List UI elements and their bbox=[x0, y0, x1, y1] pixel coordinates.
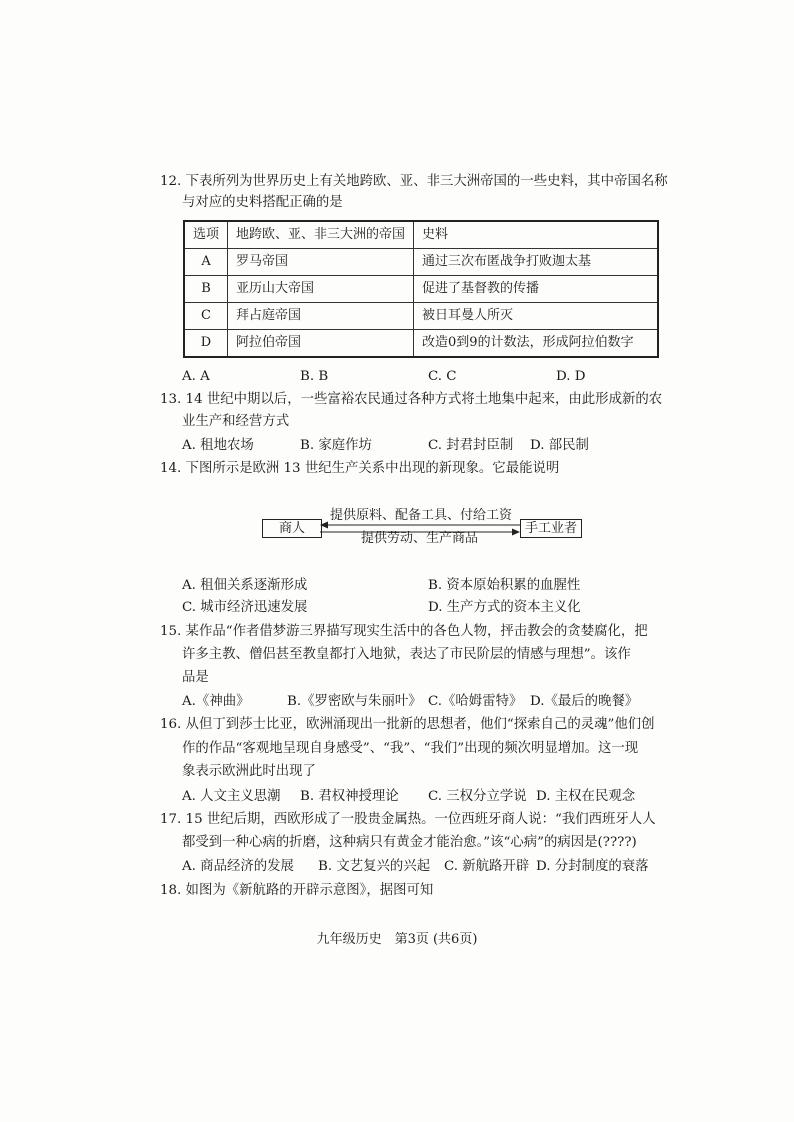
q13-option-c[interactable]: C. 封君封臣制 bbox=[428, 438, 514, 453]
q17-option-d[interactable]: D. 分封制度的衰落 bbox=[536, 859, 649, 874]
q13-stem-line2: 业生产和经营方式 bbox=[182, 414, 290, 429]
q18-stem-line1: 18. 如图为《新航路的开辟示意图》，据图可知 bbox=[160, 883, 434, 898]
q15-option-a[interactable]: A.《神曲》 bbox=[182, 694, 250, 709]
q15-stem-line1: 15. 某作品“作者借梦游三界描写现实生活中的各色人物，抨击教会的贪婪腐化，把 bbox=[160, 624, 648, 639]
q16-stem-line1: 16. 从但丁到莎士比亚，欧洲涌现出一批新的思想者，他们“探索自己的灵魂”他们创 bbox=[160, 717, 655, 732]
q16-option-a[interactable]: A. 人文主义思潮 bbox=[182, 789, 281, 804]
table-cell: 改造0到9的计数法，形成阿拉伯数字 bbox=[414, 330, 658, 358]
left-arrowhead bbox=[320, 522, 328, 529]
table-cell: 通过三次布匿战争打败迦太基 bbox=[414, 249, 658, 276]
q14-option-d[interactable]: D. 生产方式的资本主义化 bbox=[428, 600, 581, 615]
table-cell: 促进了基督教的传播 bbox=[414, 276, 658, 303]
q13-option-d[interactable]: D. 部民制 bbox=[530, 438, 589, 453]
q14-stem-line1: 14. 下图所示是欧洲 13 世纪生产关系中出现的新现象。它最能说明 bbox=[160, 461, 560, 476]
q13-option-b[interactable]: B. 家庭作坊 bbox=[300, 438, 372, 453]
q16-option-d[interactable]: D. 主权在民观念 bbox=[536, 789, 636, 804]
q15-option-b[interactable]: B.《罗密欧与朱丽叶》 bbox=[287, 694, 422, 709]
q14-option-b[interactable]: B. 资本原始积累的血腥性 bbox=[428, 578, 581, 593]
q12-option-c[interactable]: C. C bbox=[428, 369, 457, 384]
q16-option-c[interactable]: C. 三权分立学说 bbox=[428, 789, 527, 804]
q15-stem-line3: 品是 bbox=[182, 670, 209, 685]
right-arrowhead bbox=[512, 529, 520, 536]
table-cell: 拜占庭帝国 bbox=[228, 303, 414, 330]
table-cell: 亚历山大帝国 bbox=[228, 276, 414, 303]
q17-option-c[interactable]: C. 新航路开辟 bbox=[444, 859, 530, 874]
q12-stem-line1: 12. 下表所列为世界历史上有关地跨欧、亚、非三大洲帝国的一些史料，其中帝国名称 bbox=[160, 174, 668, 189]
q12-stem-line2: 与对应的史料搭配正确的是 bbox=[182, 195, 343, 210]
q16-stem-line2: 作的作品“客观地呈现自身感受”、“我”、“我们”出现的频次明显增加。这一现 bbox=[182, 741, 639, 756]
q17-stem-line1: 17. 15 世纪后期，西欧形成了一股贵金属热。一位西班牙商人说：“我们西班牙人人 bbox=[160, 812, 656, 827]
q15-option-c[interactable]: C.《哈姆雷特》 bbox=[428, 694, 523, 709]
table-header-cell: 地跨欧、亚、非三大洲的帝国 bbox=[228, 221, 414, 249]
q17-option-b[interactable]: B. 文艺复兴的兴起 bbox=[318, 859, 431, 874]
q17-stem-line2: 都受到一种心病的折磨，这种病只有黄金才能治愈。”该“心病”的病因是(????) bbox=[182, 835, 637, 850]
artisan-box: 手工业者 bbox=[520, 519, 582, 538]
table-cell: 被日耳曼人所灭 bbox=[414, 303, 658, 330]
table-row bbox=[184, 330, 658, 358]
q16-option-b[interactable]: B. 君权神授理论 bbox=[300, 789, 399, 804]
q17-option-a[interactable]: A. 商品经济的发展 bbox=[182, 859, 294, 874]
q15-stem-line2: 许多主教、僧侣甚至教皇都打入地狱，表达了市民阶层的情感与理想”。该作 bbox=[182, 647, 631, 662]
q13-option-a[interactable]: A. 租地农场 bbox=[182, 438, 254, 453]
q15-option-d[interactable]: D.《最后的晚餐》 bbox=[530, 694, 639, 709]
page-footer: 九年级历史 第3页 (共6页) bbox=[316, 932, 478, 947]
q14-option-a[interactable]: A. 租佃关系逐渐形成 bbox=[182, 578, 308, 593]
diagram-bottom-label: 提供劳动、生产商品 bbox=[361, 531, 479, 546]
q12-option-b[interactable]: B. B bbox=[300, 369, 329, 384]
table-header-row bbox=[184, 221, 658, 249]
diagram-top-label: 提供原料、配备工具、付给工资 bbox=[330, 508, 513, 523]
table-cell: D bbox=[184, 330, 228, 358]
table-cell: B bbox=[184, 276, 228, 303]
table-row bbox=[184, 303, 658, 330]
q12-option-a[interactable]: A. A bbox=[182, 369, 210, 384]
table-cell: A bbox=[184, 249, 228, 276]
table-header-cell: 史料 bbox=[414, 221, 658, 249]
q13-stem-line1: 13. 14 世纪中期以后，一些富裕农民通过各种方式将土地集中起来，由此形成新的农 bbox=[160, 392, 663, 407]
table-row bbox=[184, 276, 658, 303]
table-cell: 罗马帝国 bbox=[228, 249, 414, 276]
table-cell: 阿拉伯帝国 bbox=[228, 330, 414, 358]
q12-table bbox=[183, 220, 659, 358]
merchant-box: 商人 bbox=[262, 519, 322, 538]
q14-option-c[interactable]: C. 城市经济迅速发展 bbox=[182, 600, 308, 615]
table-cell: C bbox=[184, 303, 228, 330]
table-row bbox=[184, 249, 658, 276]
table-header-cell: 选项 bbox=[184, 221, 228, 249]
q16-stem-line3: 象表示欧洲此时出现了 bbox=[182, 764, 316, 779]
q12-option-d[interactable]: D. D bbox=[556, 369, 586, 384]
